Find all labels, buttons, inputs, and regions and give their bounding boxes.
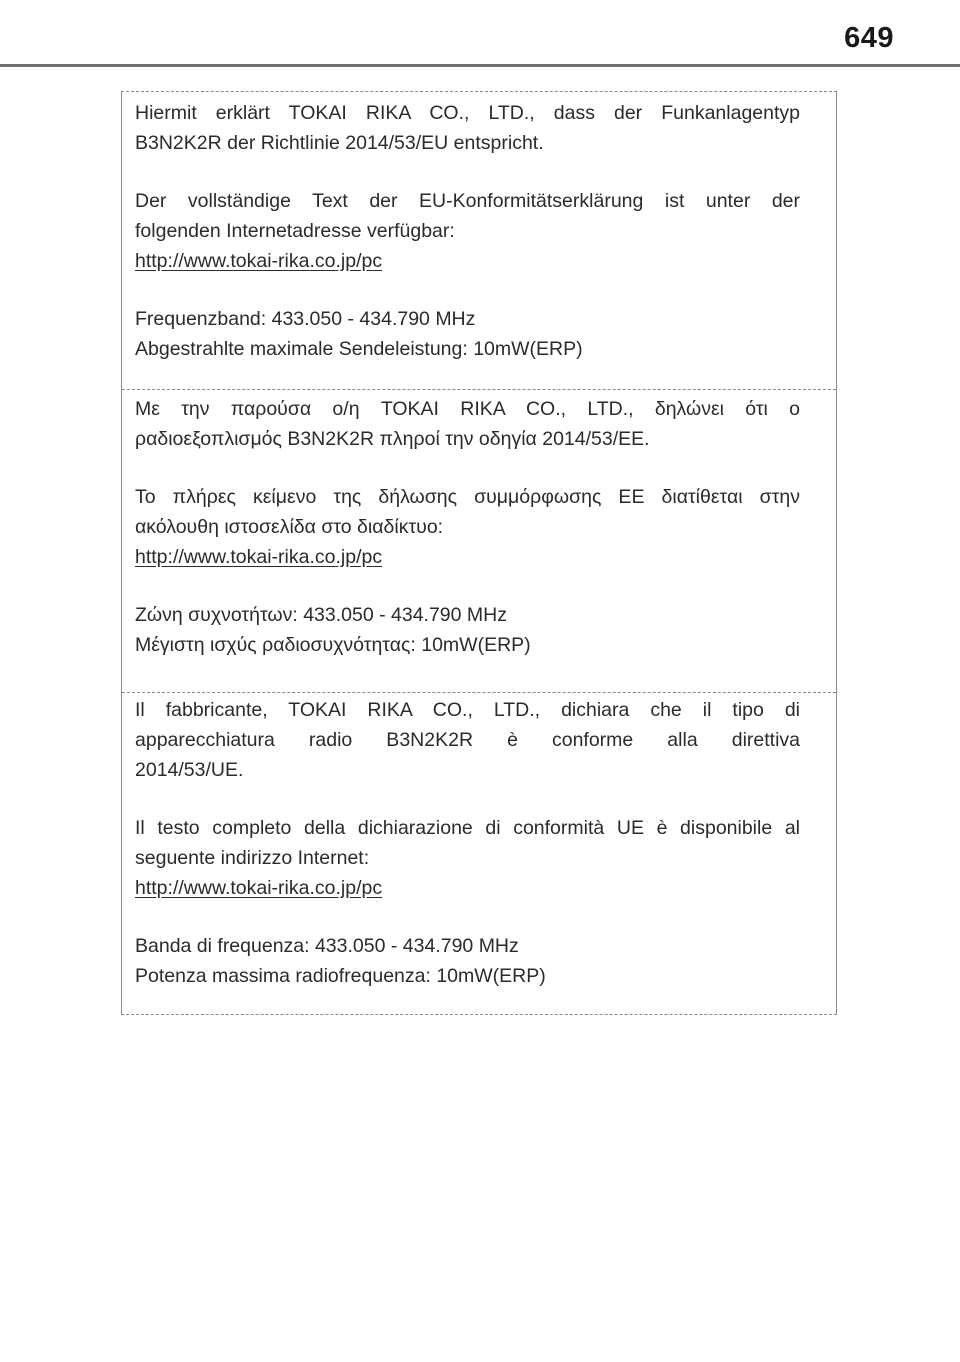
greek-statement-line-1: Με την παρούσα ο/η TOKAI RIKA CO., LTD., δηλώνει ότι ο	[135, 398, 800, 420]
declaration-box	[121, 91, 837, 1015]
greek-declaration-section	[122, 389, 836, 691]
header-rule	[0, 64, 960, 67]
german-declaration-section	[122, 94, 836, 388]
greek-frequency-band: Ζώνη συχνοτήτων: 433.050 - 434.790 MHz	[135, 604, 507, 626]
italian-declaration-section	[122, 692, 836, 1014]
italian-fulltext-line-2: seguente indirizzo Internet:	[135, 847, 370, 869]
italian-url-link[interactable]: http://www.tokai-rika.co.jp/pc	[135, 877, 383, 899]
greek-fulltext-line-1: Το πλήρες κείμενο της δήλωσης συμμόρφωσης ΕΕ διατίθεται στην	[135, 486, 800, 508]
german-url-link[interactable]: http://www.tokai-rika.co.jp/pc	[135, 250, 383, 272]
german-statement-line-1: Hiermit erklärt TOKAI RIKA CO., LTD., dass der Funkanlagentyp	[135, 102, 800, 124]
german-frequency-band: Frequenzband: 433.050 - 434.790 MHz	[135, 308, 476, 330]
german-max-power: Abgestrahlte maximale Sendeleistung: 10mW(ERP)	[135, 338, 583, 360]
greek-max-power: Μέγιστη ισχύς ραδιοσυχνότητας: 10mW(ERP)	[135, 634, 531, 656]
italian-frequency-band: Banda di frequenza: 433.050 - 434.790 MHz	[135, 935, 519, 957]
italian-max-power: Potenza massima radiofrequenza: 10mW(ERP)	[135, 965, 546, 987]
greek-fulltext-line-2: ακόλουθη ιστοσελίδα στο διαδίκτυο:	[135, 516, 444, 538]
german-statement-line-2: B3N2K2R der Richtlinie 2014/53/EU entspricht.	[135, 132, 544, 154]
page-number: 649	[844, 22, 894, 54]
italian-statement-line-3: 2014/53/UE.	[135, 759, 244, 781]
greek-url-link[interactable]: http://www.tokai-rika.co.jp/pc	[135, 546, 383, 568]
greek-statement-line-2: ραδιοεξοπλισμός B3N2K2R πληροί την οδηγία 2014/53/ΕΕ.	[135, 428, 650, 450]
italian-statement-line-2: apparecchiatura radio B3N2K2R è conforme alla direttiva	[135, 729, 800, 751]
german-fulltext-line-2: folgenden Internetadresse verfügbar:	[135, 220, 455, 242]
italian-fulltext-line-1: Il testo completo della dichiarazione di conformità UE è disponibile al	[135, 817, 800, 839]
german-fulltext-line-1: Der vollständige Text der EU-Konformitätserklärung ist unter der	[135, 190, 800, 212]
italian-statement-line-1: Il fabbricante, TOKAI RIKA CO., LTD., dichiara che il tipo di	[135, 699, 800, 721]
